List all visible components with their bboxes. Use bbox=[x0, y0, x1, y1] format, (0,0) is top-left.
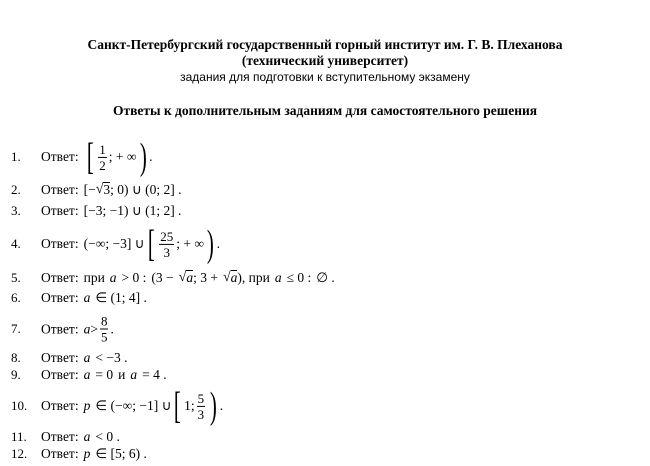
institute-title: Санкт-Петербургский государственный горный институт им. Г. В. Плеханова bbox=[87, 37, 563, 52]
institute-subtitle: (технический университет) bbox=[241, 53, 409, 68]
sqrt: √ 3 bbox=[95, 182, 111, 197]
math-text: ; + ∞ bbox=[108, 149, 137, 164]
answer-label: Ответ: bbox=[41, 149, 79, 164]
right-paren: ) bbox=[139, 135, 147, 178]
left-bracket: [ bbox=[86, 135, 94, 178]
section-title: Ответы к дополнительным заданиям для самостоятельного решения bbox=[112, 103, 538, 118]
answer-number: 1. bbox=[11, 149, 21, 164]
document-purpose: задания для подготовки к вступительному экзамену bbox=[180, 70, 470, 84]
fraction: $\frac{1}{2}$ bbox=[99, 141, 106, 173]
